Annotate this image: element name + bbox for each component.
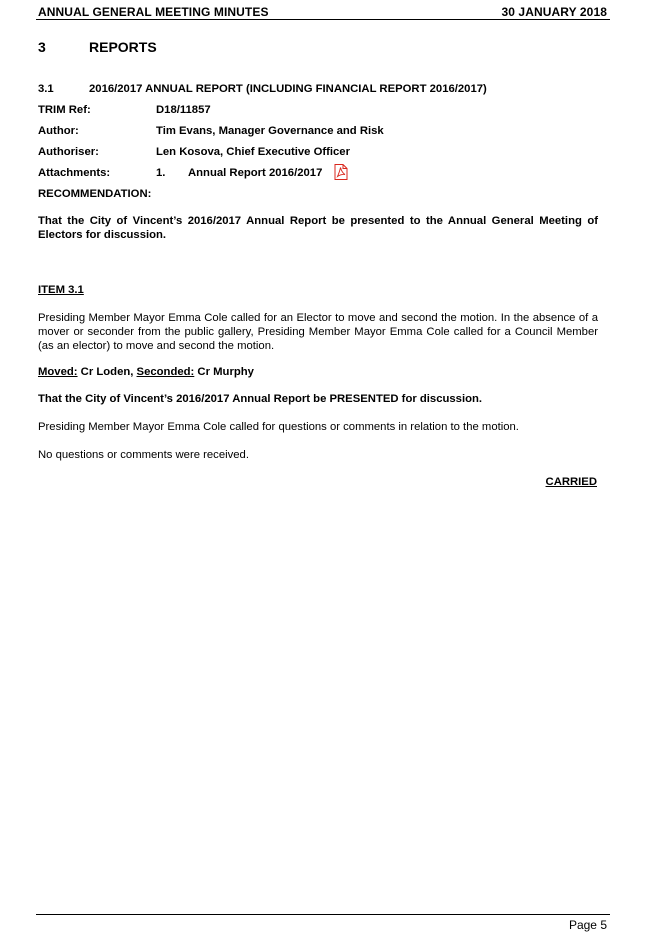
trim-label: TRIM Ref: [38,104,91,116]
minutes-paragraph-3: No questions or comments were received. [38,449,249,461]
item-reference: ITEM 3.1 [38,284,84,296]
seconded-label: Seconded: [136,366,195,378]
carried-label: CARRIED [545,476,597,488]
authoriser-label: Authoriser: [38,146,99,158]
minutes-paragraph-2: Presiding Member Mayor Emma Cole called for questions or comments in relation to the motion. [38,421,519,433]
footer-rule [36,914,610,915]
author-label: Author: [38,125,79,137]
page-number: Page 5 [568,918,607,932]
minutes-paragraph-1: Presiding Member Mayor Emma Cole called for an Elector to move and second the motion. In the absence of a mover or seconder from the public gallery, Presiding Member Mayor Emma Cole called for a Council Member (as an elector) to move and second the motion. [38,312,598,352]
author-value: Tim Evans, Manager Governance and Risk [156,125,384,137]
item-title: 2016/2017 ANNUAL REPORT (INCLUDING FINANCIAL REPORT 2016/2017) [89,83,487,95]
header-date: 30 JANUARY 2018 [501,5,607,19]
trim-value: D18/11857 [156,104,211,116]
moved-label: Moved: [38,366,78,378]
section-title: REPORTS [89,39,157,55]
attachment-link[interactable]: Annual Report 2016/2017 [188,167,323,179]
section-number: 3 [38,39,46,55]
header-title: ANNUAL GENERAL MEETING MINUTES [38,5,269,19]
recommendation-text: That the City of Vincent’s 2016/2017 Annual Report be presented to the Annual General Meeting of Electors for discussion. [38,215,598,241]
header-rule [36,19,610,20]
moved-value: Cr Loden, [77,366,137,378]
recommendation-label: RECOMMENDATION: [38,188,152,200]
moved-seconded-line [38,366,254,378]
seconded-value: Cr Murphy [194,366,254,378]
resolution-text: That the City of Vincent’s 2016/2017 Annual Report be PRESENTED for discussion. [38,393,483,405]
attachment-number: 1. [156,167,166,179]
authoriser-value: Len Kosova, Chief Executive Officer [156,146,350,158]
attachments-label: Attachments: [38,167,111,179]
pdf-icon[interactable] [334,164,348,180]
item-number: 3.1 [38,83,54,95]
